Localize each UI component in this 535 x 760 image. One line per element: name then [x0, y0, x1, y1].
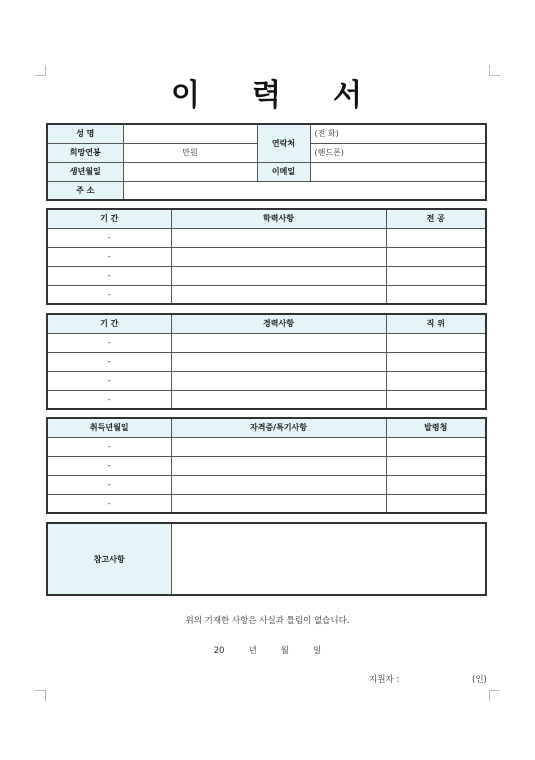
salary-field[interactable]: 만원	[123, 143, 257, 162]
career-position-cell[interactable]	[386, 390, 486, 409]
cert-header-date: 취득년월일	[47, 418, 171, 437]
name-field[interactable]	[123, 124, 257, 143]
table-row	[47, 333, 486, 352]
cert-date-cell[interactable]: -	[47, 437, 171, 456]
edu-history-cell[interactable]	[171, 228, 386, 247]
title-char-1: 이	[171, 78, 202, 113]
notes-field[interactable]	[171, 523, 486, 595]
edu-header-period: 기 간	[47, 209, 171, 228]
cert-name-cell[interactable]	[171, 437, 386, 456]
edu-major-cell[interactable]	[386, 285, 486, 304]
cert-date-cell[interactable]: -	[47, 494, 171, 513]
edu-period-cell[interactable]: -	[47, 266, 171, 285]
edu-major-cell[interactable]	[386, 266, 486, 285]
date-month-label: 월	[280, 646, 290, 656]
date-line	[0, 644, 535, 656]
cert-header-name: 자격증/특기사항	[171, 418, 386, 437]
edu-period-cell[interactable]: -	[47, 285, 171, 304]
edu-period-cell[interactable]: -	[47, 247, 171, 266]
cert-name-cell[interactable]	[171, 494, 386, 513]
cert-issuer-cell[interactable]	[386, 494, 486, 513]
page-title	[0, 70, 535, 114]
edu-header-history: 학력사항	[171, 209, 386, 228]
notes-label: 참고사항	[47, 523, 171, 595]
career-header-position: 직 위	[386, 314, 486, 333]
personal-info-table	[46, 123, 487, 201]
cert-header-issuer: 발령청	[386, 418, 486, 437]
mobile-field[interactable]: (핸드폰)	[310, 143, 486, 162]
declaration-text: 위의 기재한 사항은 사실과 틀림이 없습니다.	[185, 616, 350, 626]
edu-header-major: 전 공	[386, 209, 486, 228]
contact-label: 연락처	[257, 124, 310, 162]
name-label: 성 명	[47, 124, 123, 143]
corner-mark-bottom-right	[489, 690, 500, 701]
career-position-cell[interactable]	[386, 333, 486, 352]
applicant-label: 지원자 :	[369, 675, 400, 685]
career-table	[46, 313, 487, 410]
salary-label: 희망연봉	[47, 143, 123, 162]
seal-label: (인)	[472, 675, 487, 685]
edu-history-cell[interactable]	[171, 285, 386, 304]
career-history-cell[interactable]	[171, 333, 386, 352]
education-table	[46, 208, 487, 305]
cert-date-cell[interactable]: -	[47, 475, 171, 494]
cert-date-cell[interactable]: -	[47, 456, 171, 475]
cert-issuer-cell[interactable]	[386, 456, 486, 475]
table-row	[47, 247, 486, 266]
edu-major-cell[interactable]	[386, 228, 486, 247]
career-position-cell[interactable]	[386, 352, 486, 371]
date-day-label: 일	[313, 646, 322, 656]
career-history-cell[interactable]	[171, 371, 386, 390]
cert-name-cell[interactable]	[171, 456, 386, 475]
birth-field[interactable]	[123, 162, 257, 181]
table-row	[47, 371, 486, 390]
notes-table	[46, 522, 487, 596]
address-label: 주 소	[47, 181, 123, 200]
career-history-cell[interactable]	[171, 352, 386, 371]
table-row	[47, 266, 486, 285]
table-row	[47, 390, 486, 409]
career-position-cell[interactable]	[386, 371, 486, 390]
table-row	[47, 352, 486, 371]
career-period-cell[interactable]: -	[47, 371, 171, 390]
career-period-cell[interactable]: -	[47, 352, 171, 371]
table-row	[47, 228, 486, 247]
career-history-cell[interactable]	[171, 390, 386, 409]
email-label: 이메일	[257, 162, 310, 181]
address-field[interactable]	[123, 181, 486, 200]
table-row	[47, 494, 486, 513]
edu-period-cell[interactable]: -	[47, 228, 171, 247]
edu-major-cell[interactable]	[386, 247, 486, 266]
edu-history-cell[interactable]	[171, 266, 386, 285]
career-period-cell[interactable]: -	[47, 390, 171, 409]
cert-name-cell[interactable]	[171, 475, 386, 494]
corner-mark-bottom-left	[35, 690, 46, 701]
birth-label: 생년월일	[47, 162, 123, 181]
cert-issuer-cell[interactable]	[386, 475, 486, 494]
edu-history-cell[interactable]	[171, 247, 386, 266]
date-year-label: 년	[248, 646, 257, 656]
table-row	[47, 285, 486, 304]
phone-field[interactable]: (전 화)	[310, 124, 486, 143]
table-row	[47, 437, 486, 456]
title-char-3: 서	[332, 78, 364, 113]
certificates-table	[46, 417, 487, 514]
career-header-period: 기 간	[47, 314, 171, 333]
table-row	[47, 475, 486, 494]
date-year-prefix: 20	[213, 646, 225, 656]
table-row	[47, 456, 486, 475]
cert-issuer-cell[interactable]	[386, 437, 486, 456]
title-char-2: 력	[252, 78, 283, 113]
email-field[interactable]	[310, 162, 486, 181]
career-period-cell[interactable]: -	[47, 333, 171, 352]
career-header-history: 경력사항	[171, 314, 386, 333]
